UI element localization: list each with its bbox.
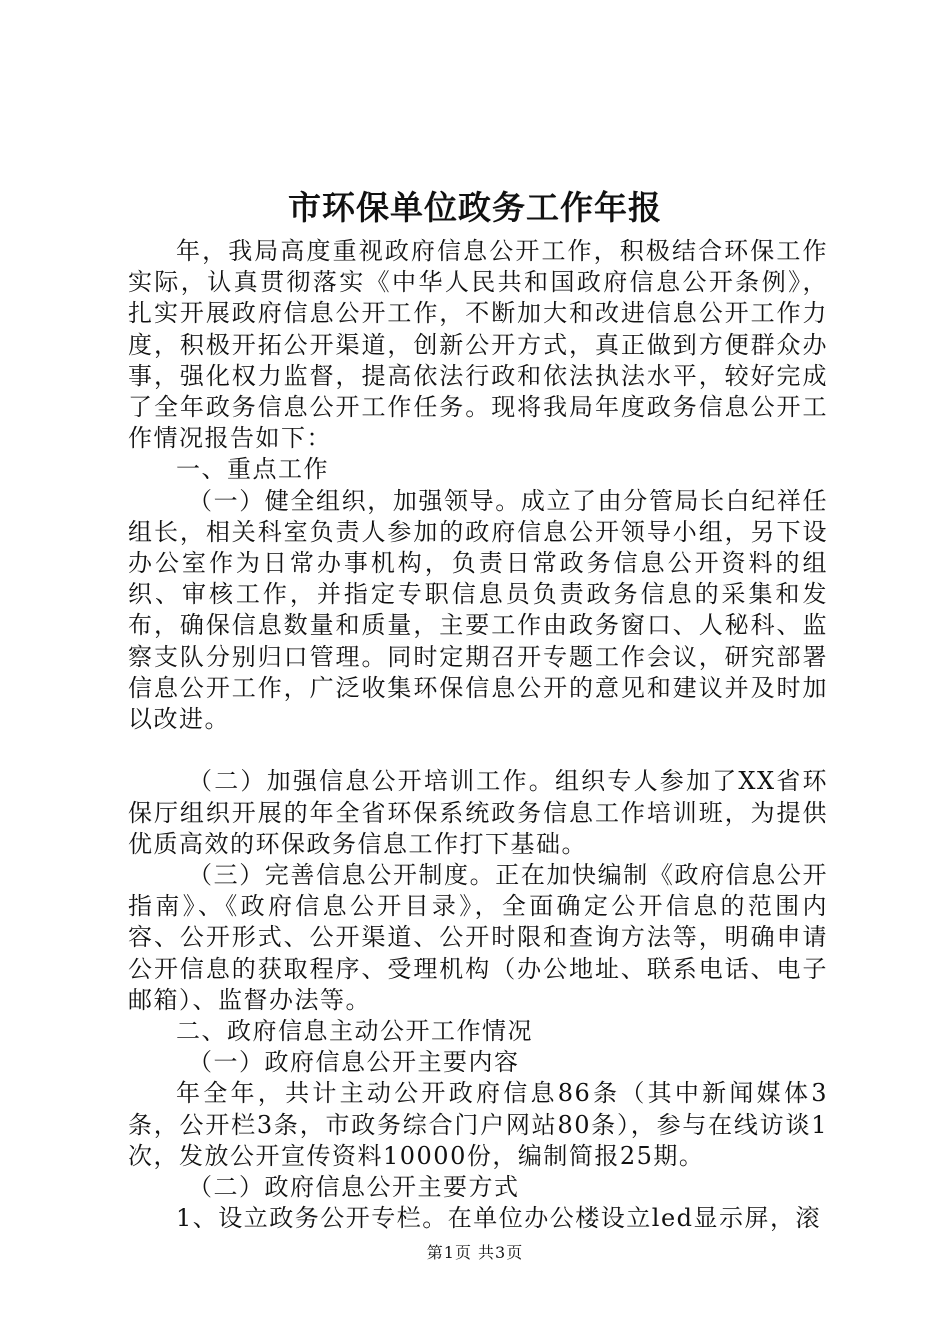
document-body (128, 236, 828, 1234)
paragraph-training: （二）加强信息公开培训工作。组织专人参加了XX省环保厅组织开展的年全省环保系统政务信息工作培训班，为提供优质高效的环保政务信息工作打下基础。 (128, 767, 828, 858)
document-title: 市环保单位政务工作年报 (288, 188, 662, 227)
page-footer: 第1页 共3页 (426, 1243, 524, 1262)
section-heading-disclosure: 二、政府信息主动公开工作情况 (176, 1017, 533, 1046)
section-heading-key-work: 一、重点工作 (176, 455, 329, 484)
paragraph-column: 1、设立政务公开专栏。在单位办公楼设立led显示屏，滚 (176, 1204, 822, 1233)
paragraph-system: （三）完善信息公开制度。正在加快编制《政府信息公开指南》、《政府信息公开目录》，全面确定公开信息的范围内容、公开形式、公开渠道、公开时限和查询方法等，明确申请公开信息的获取程序、受理机构（办公地址、联系电话、电子邮箱）、监督办法等。 (128, 861, 828, 1014)
subheading-main-methods: （二）政府信息公开主要方式 (188, 1173, 520, 1202)
paragraph-spacer (128, 735, 828, 766)
paragraph-organization: （一）健全组织，加强领导。成立了由分管局长白纪祥任组长，相关科室负责人参加的政府信息公开领导小组，另下设办公室作为日常办事机构，负责日常政务信息公开资料的组织、审核工作，并指定专职信息员负责政务信息的采集和发布，确保信息数量和质量，主要工作由政务窗口、人秘科、监察支队分别归口管理。同时定期召开专题工作会议，研究部署信息公开工作，广泛收集环保信息公开的意见和建议并及时加以改进。 (128, 486, 828, 734)
subheading-main-content: （一）政府信息公开主要内容 (188, 1048, 520, 1077)
intro-paragraph: 年，我局高度重视政府信息公开工作，积极结合环保工作实际，认真贯彻落实《中华人民共和国政府信息公开条例》，扎实开展政府信息公开工作，不断加大和改进信息公开工作力度，积极开拓公开渠道，创新公开方式，真正做到方便群众办事，强化权力监督，提高依法行政和依法执法水平，较好完成了全年政务信息公开工作任务。现将我局年度政务信息公开工作情况报告如下： (128, 237, 828, 453)
paragraph-annual-stats: 年全年，共计主动公开政府信息86条（其中新闻媒体3条，公开栏3条，市政务综合门户网站80条），参与在线访谈1次，发放公开宣传资料10000份，编制简报25期。 (128, 1079, 828, 1170)
